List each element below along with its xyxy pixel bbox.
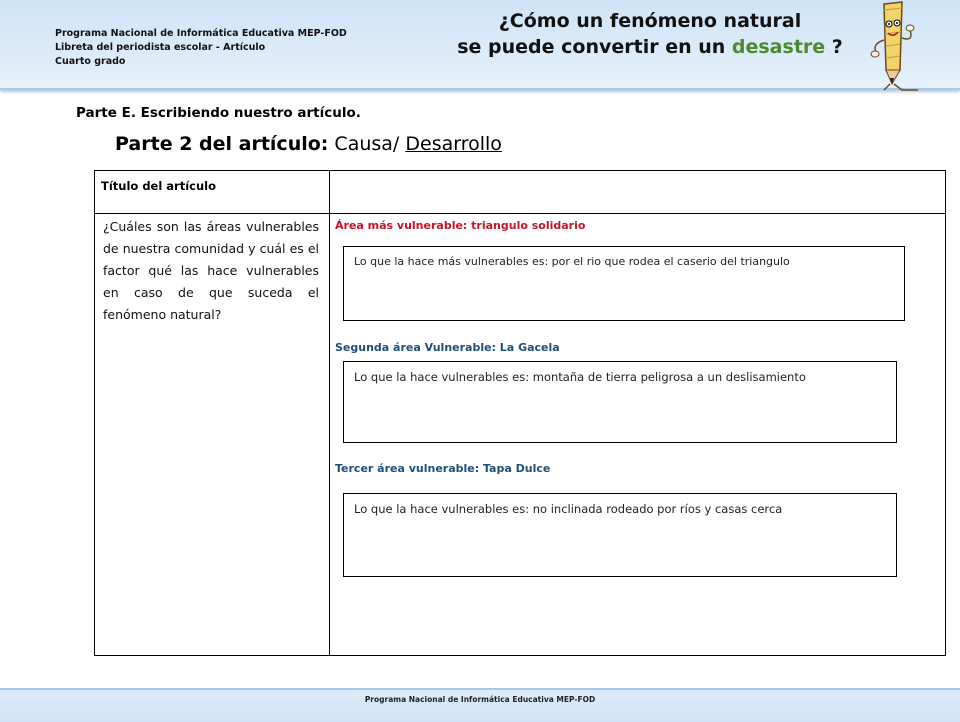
area-1-answer-box[interactable] [343, 246, 905, 321]
part2-heading [115, 133, 502, 155]
area-2-answer-box[interactable] [343, 361, 897, 443]
program-line: Cuarto grado [55, 56, 126, 67]
article-table [94, 170, 946, 656]
title-line-2-suffix: ? [825, 36, 843, 58]
pencil-mascot-icon [862, 0, 940, 92]
part2-development: Desarrollo [405, 133, 502, 155]
footer-text: Programa Nacional de Informática Educativa MEP-FOD [364, 695, 596, 704]
section-heading: Parte E. Escribiendo nuestro artículo. [76, 105, 361, 121]
article-title-field[interactable] [331, 172, 943, 212]
part2-cause: Causa/ [328, 133, 406, 155]
column-divider [329, 171, 330, 655]
title-line-2-prefix: se puede convertir en un [457, 36, 732, 58]
area-2-label: Segunda área Vulnerable: La Gacela [335, 341, 560, 354]
question-text: ¿Cuáles son las áreas vulnerables de nuestra comunidad y cuál es el factor qué las hace vulnerables en caso de que suceda el fenómeno natural? [103, 219, 319, 322]
program-line: Libreta del periodista escolar - Artículo [55, 42, 266, 53]
program-line: Programa Nacional de Informática Educativa MEP-FOD [55, 28, 347, 39]
main-title [440, 8, 860, 60]
footer-banner [0, 688, 960, 722]
title-line-2 [440, 34, 860, 60]
header-banner [0, 0, 960, 90]
area-1-label: Área más vulnerable: triangulo solidario [335, 219, 586, 232]
program-info [55, 27, 347, 69]
row-divider [95, 213, 945, 214]
part2-label: Parte 2 del artículo: [115, 133, 329, 155]
area-2-answer: Lo que la hace vulnerables es: montaña de tierra peligrosa a un deslisamiento [354, 370, 806, 384]
area-3-label: Tercer área vulnerable: Tapa Dulce [335, 462, 551, 475]
title-accent-word: desastre [731, 36, 826, 58]
article-title-label: Título del artículo [101, 179, 217, 193]
area-3-answer: Lo que la hace vulnerables es: no inclinada rodeado por ríos y casas cerca [354, 502, 783, 516]
title-line-1: ¿Cómo un fenómeno natural [498, 10, 802, 32]
area-1-answer: Lo que la hace más vulnerables es: por el rio que rodea el caserio del triangulo [354, 255, 790, 268]
area-3-answer-box[interactable] [343, 493, 897, 577]
